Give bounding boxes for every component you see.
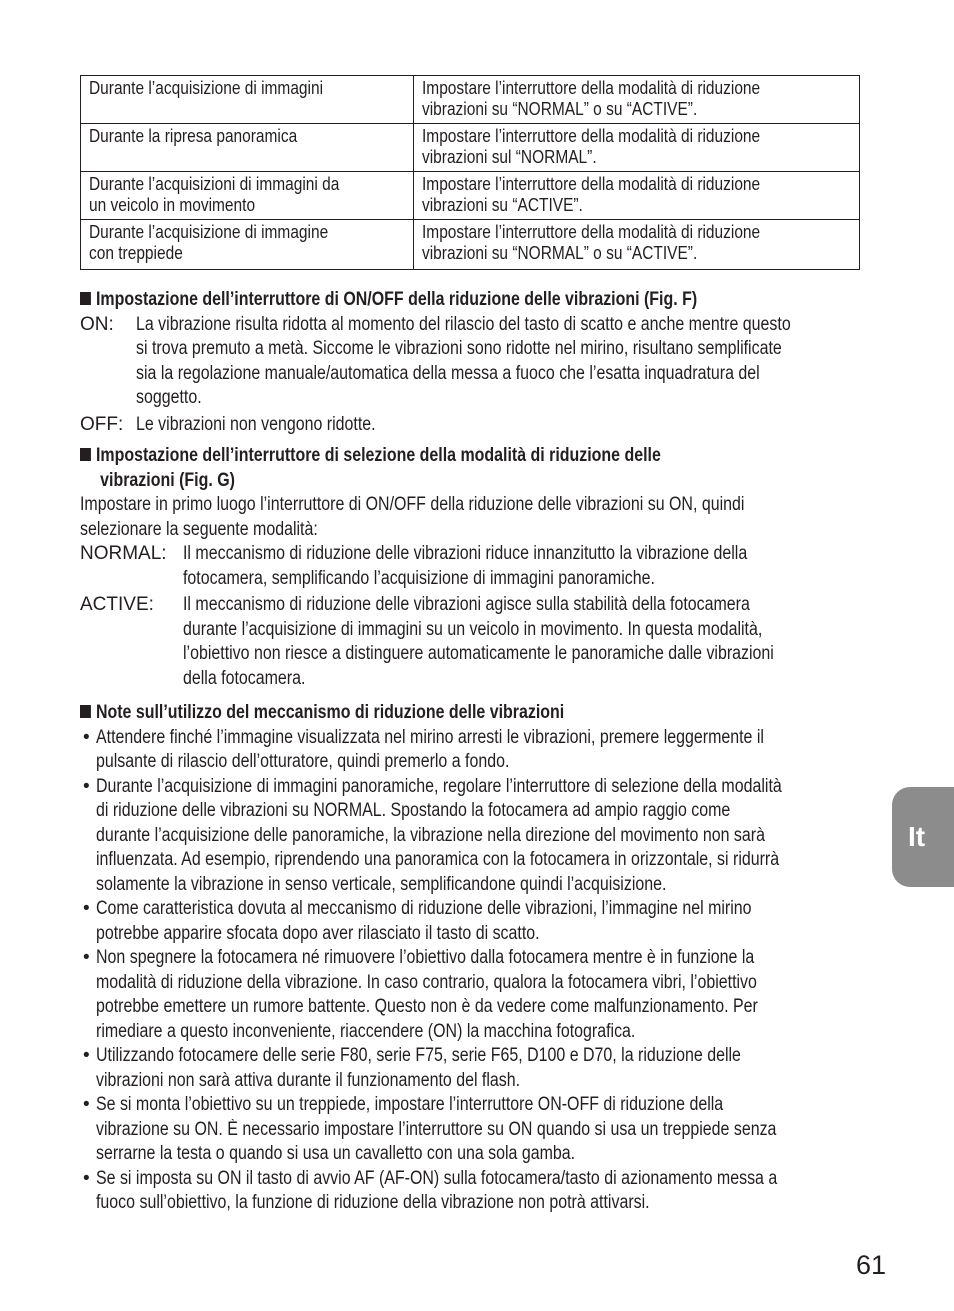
list-item — [80, 1044, 870, 1093]
normal-label: NORMAL: — [80, 543, 167, 564]
text-line: solamente la vibrazione in senso verticale, semplificandone quindi l’acquisizione. — [96, 873, 667, 895]
section-on-off — [80, 288, 870, 438]
text-line: l’obiettivo non riesce a distinguere automaticamente le panoramiche dalle vibrazioni — [183, 643, 774, 664]
text-line: durante l’acquisizione di immagini su un veicolo in movimento. In questa modalità, — [183, 618, 763, 640]
table-row — [81, 76, 860, 124]
list-item — [80, 1167, 870, 1216]
mode-table — [80, 75, 860, 270]
list-item — [80, 775, 870, 898]
section-heading: Impostazione dell’interruttore di selezione della modalità di riduzione delle — [80, 444, 870, 469]
list-item — [80, 726, 870, 775]
bullet-icon: • — [83, 1094, 90, 1115]
table-cell-setting: Impostare l’interruttore della modalità di riduzione vibrazioni sul “NORMAL”. — [414, 124, 860, 172]
text-line: potrebbe emettere un rumore battente. Questo non è da vedere come malfunzionamento. Per — [96, 996, 758, 1017]
text-line: Il meccanismo di riduzione delle vibrazioni riduce innanzitutto la vibrazione della — [183, 543, 748, 564]
table-cell-condition: Durante la ripresa panoramica — [81, 124, 414, 172]
table-cell-condition: Durante l’acquisizione di immagini — [81, 76, 414, 124]
table-cell-condition: Durante l’acquisizioni di immagini da un veicolo in movimento — [81, 172, 414, 220]
active-label: ACTIVE: — [80, 594, 154, 615]
square-bullet-icon — [80, 705, 91, 718]
bullet-icon: • — [83, 898, 90, 919]
text-line: rimediare a questo inconveniente, riaccendere (ON) la macchina fotografica. — [96, 1020, 636, 1042]
table-cell-setting: Impostare l’interruttore della modalità di riduzione vibrazioni su “NORMAL” o su “ACTIVE”. — [414, 220, 860, 270]
language-tab — [892, 787, 954, 887]
text-line: fuoco sull’obiettivo, la funzione di riduzione della vibrazione non potrà attivarsi. — [96, 1192, 650, 1213]
text-line: vibrazione su ON. È necessario impostare l’interruttore su ON quando si usa un treppiede senza — [96, 1118, 777, 1140]
text-line: modalità di riduzione della vibrazione. In caso contrario, qualora la fotocamera vibri, l’obiettivo — [96, 971, 757, 993]
square-bullet-icon — [80, 292, 91, 305]
list-item — [80, 1093, 870, 1167]
text-line: Utilizzando fotocamere delle serie F80, serie F75, serie F65, D100 e D70, la riduzione delle — [96, 1045, 741, 1066]
list-item — [80, 946, 870, 1044]
text-line: durante l’acquisizione delle panoramiche, la vibrazione nella direzione del movimento non sarà — [96, 824, 765, 846]
page-number: 61 — [856, 1250, 887, 1280]
bullet-icon: • — [83, 1045, 90, 1066]
bullet-icon: • — [83, 775, 90, 797]
text-line: selezionare la seguente modalità: — [80, 518, 318, 540]
on-label: ON: — [80, 313, 114, 335]
text-line: della fotocamera. — [183, 667, 306, 689]
table-row — [81, 172, 860, 220]
text-line: potrebbe apparire sfocata dopo aver rilasciato il tasto di scatto. — [96, 922, 540, 944]
text-line: serrarne la testa o quando si usa un cavalletto con una sola gamba. — [96, 1143, 576, 1164]
language-tab-label: It — [908, 821, 926, 852]
text-line: Impostare in primo luogo l’interruttore di ON/OFF della riduzione delle vibrazioni su ON, quindi — [80, 494, 745, 515]
text-line: fotocamera, semplificando l’acquisizione di immagini panoramiche. — [183, 567, 655, 589]
section-mode-select — [80, 444, 870, 693]
table-row — [81, 124, 860, 172]
bullet-icon: • — [83, 947, 90, 968]
text-line: sia la regolazione manuale/automatica della messa a fuoco che l’esatta inquadratura del — [136, 362, 760, 384]
table-cell-condition: Durante l’acquisizione di immagine con treppiede — [81, 220, 414, 270]
off-label: OFF: — [80, 413, 124, 435]
text-line: Attendere finché l’immagine visualizzata nel mirino arresti le vibrazioni, premere leggermente il — [96, 726, 764, 748]
text-line: soggetto. — [136, 387, 202, 408]
table-cell-setting: Impostare l’interruttore della modalità di riduzione vibrazioni su “NORMAL” o su “ACTIVE”. — [414, 76, 860, 124]
bullet-icon: • — [83, 726, 90, 748]
text-line: influenzata. Ad esempio, riprendendo una panoramica con la fotocamera in orizzontale, si ridurrà — [96, 849, 780, 870]
text-line: Le vibrazioni non vengono ridotte. — [136, 413, 376, 435]
text-line: Il meccanismo di riduzione delle vibrazioni agisce sulla stabilità della fotocamera — [183, 594, 750, 615]
table-row — [81, 220, 860, 270]
text-line: Non spegnere la fotocamera né rimuovere l’obiettivo dalla fotocamera mentre è in funzione la — [96, 947, 755, 968]
section-heading: Note sull’utilizzo del meccanismo di riduzione delle vibrazioni — [80, 701, 870, 726]
section-heading-cont: vibrazioni (Fig. G) — [100, 469, 235, 491]
bullet-icon: • — [83, 1167, 90, 1189]
text-line: di riduzione delle vibrazioni su NORMAL. Spostando la fotocamera ad ampio raggio come — [96, 800, 731, 821]
text-line: Durante l’acquisizione di immagini panoramiche, regolare l’interruttore di selezione della modalità — [96, 775, 782, 797]
text-line: Come caratteristica dovuta al meccanismo di riduzione delle vibrazioni, l’immagine nel mirino — [96, 898, 752, 919]
text-line: si trova premuto a metà. Siccome le vibrazioni sono ridotte nel mirino, risultano semplificate — [136, 338, 782, 359]
text-line: vibrazioni non sarà attiva durante il funzionamento del flash. — [96, 1069, 521, 1091]
square-bullet-icon — [80, 448, 91, 461]
table-cell-setting: Impostare l’interruttore della modalità di riduzione vibrazioni su “ACTIVE”. — [414, 172, 860, 220]
text-line: pulsante di rilascio dell’otturatore, quindi premerlo a fondo. — [96, 751, 510, 772]
text-line: La vibrazione risulta ridotta al momento del rilascio del tasto di scatto e anche mentre questo — [136, 313, 791, 335]
section-notes — [80, 701, 870, 1216]
section-heading: Impostazione dell’interruttore di ON/OFF della riduzione delle vibrazioni (Fig. F) — [80, 288, 870, 313]
list-item — [80, 897, 870, 946]
text-line: Se si monta l’obiettivo su un treppiede, impostare l’interruttore ON-OFF di riduzione della — [96, 1094, 724, 1115]
text-line: Se si imposta su ON il tasto di avvio AF (AF-ON) sulla fotocamera/tasto di azionamento messa a — [96, 1167, 778, 1189]
